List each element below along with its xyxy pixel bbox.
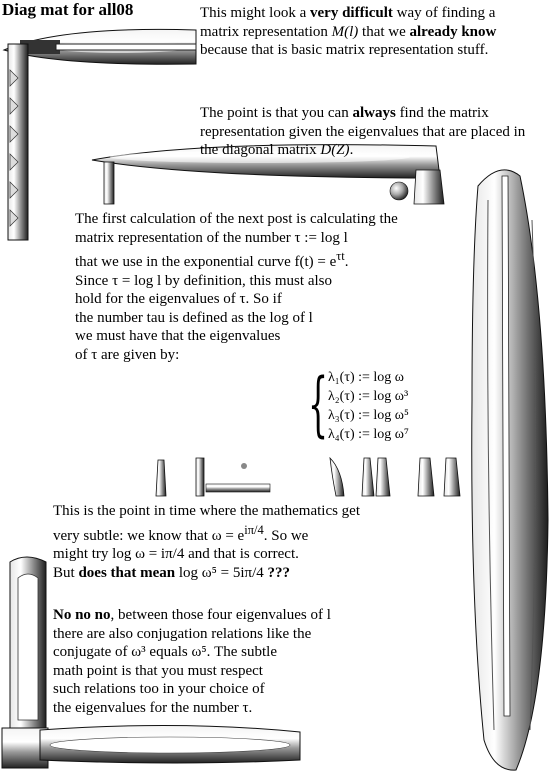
eigenvalue-cases <box>308 363 458 448</box>
column-top-left <box>8 44 28 240</box>
spike-right <box>472 170 548 770</box>
eigenvalue-1: λ₁(τ) := log ω <box>328 370 405 385</box>
subtle-paragraph: This is the point in time where the mathematics get very subtle: we know that $\omega = e^{i\pi/4}$. So we might try log ω = iπ/4 and that is correct. But does that mean log ω⁵ = 5iπ/4 ??? <box>53 503 361 581</box>
calculation-paragraph: The first calculation of the next post is calculating the matrix representation of the number τ := log l that we use in the exponential curve $f(t) = e^{\tau t}$. Since τ = log l by definition, this must also hold for the eigenvalues of τ. So if the number tau is defined as the log of l we must have that the eigenvalues of τ are given by: <box>75 211 398 363</box>
eigenvalue-4: λ₄(τ) := log ω⁷ <box>328 427 409 442</box>
page-title: Diag mat for all08 <box>2 0 134 19</box>
point-paragraph: The point is that you can always find the matrix representation given the eigenvalues that are placed in the diagonal matrix D(Z). <box>200 105 526 158</box>
eigenvalue-2: λ₂(τ) := log ω³ <box>328 389 409 404</box>
left-brace: { <box>308 363 329 445</box>
intro-paragraph: This might look a very difficult way of finding a matrix representation M(l) that we already know because that is basic matrix representation stuff. <box>200 5 497 58</box>
tube-top-left <box>4 29 196 64</box>
conjugation-paragraph: No no no, between those four eigenvalues of l there are also conjugation relations like the conjugate of ω³ equals ω⁵. The subtle math point is that you must respect such relations too in your choice of the eigenvalues for the number τ. <box>53 607 331 716</box>
spikes-middle-row <box>156 458 460 496</box>
eigenvalue-3: λ₃(τ) := log ω⁵ <box>328 408 409 423</box>
